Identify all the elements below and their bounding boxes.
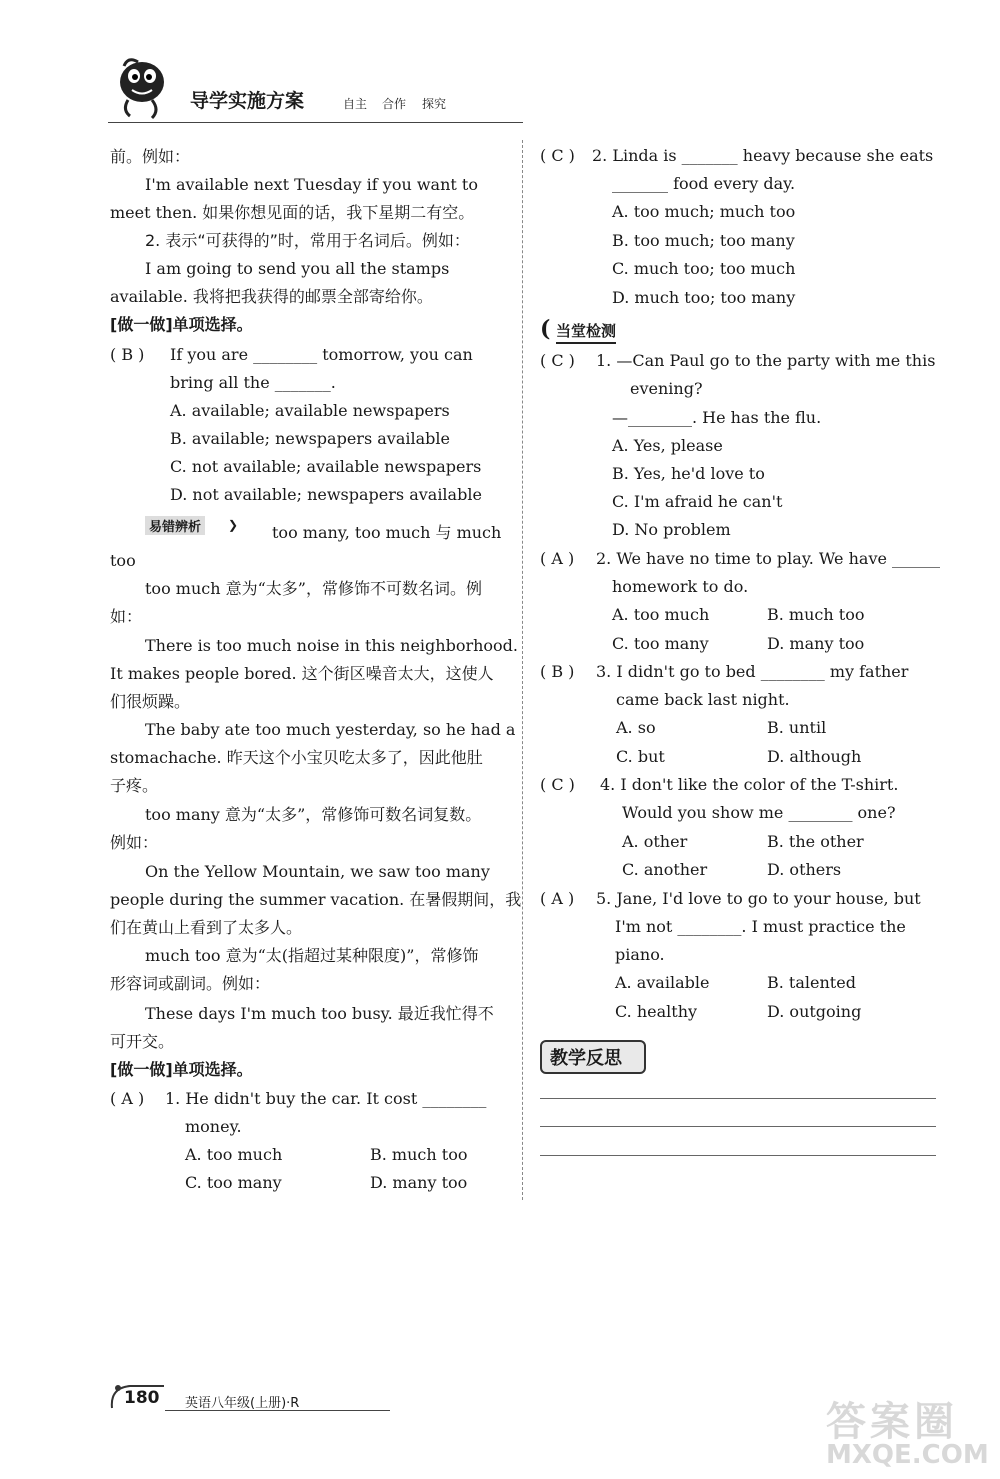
text-line: 形容词或副词。例如： [110, 974, 271, 993]
option-b: B. Yes, he'd love to [612, 464, 765, 483]
question-stem: 2. We have no time to play. We have ______ [596, 549, 941, 568]
option-d: D. much too; too many [612, 288, 796, 307]
text-line: These days I'm much too busy. 最近我忙得不 [145, 1004, 494, 1023]
option-d: D. although [767, 747, 862, 766]
text-line: 们在黄山上看到了太多人。 [110, 918, 303, 937]
answer-mark: ( C ) [540, 146, 575, 165]
section-title: 当堂检测 [556, 320, 616, 344]
text-line: On the Yellow Mountain, we saw too many [145, 862, 490, 881]
error-analysis-tag: 易错辨析 [145, 516, 205, 535]
option-c: C. too many [612, 634, 709, 653]
option-c: C. another [622, 860, 708, 879]
question-stem: came back last night. [616, 690, 790, 709]
mascot-icon [108, 52, 174, 122]
option-b: B. too much; too many [612, 231, 795, 250]
option-a: A. available [615, 973, 710, 992]
option-b: B. talented [767, 973, 856, 992]
header-sub-3: 探究 [422, 97, 447, 111]
watermark-logo-text: 答案圈 [826, 1399, 958, 1445]
option-d: D. not available; newspapers available [170, 485, 482, 504]
column-divider [522, 140, 523, 1200]
question-stem: 5. Jane, I'd love to go to your house, but [596, 889, 921, 908]
option-b: B. until [767, 718, 827, 737]
reflection-label: 教学反思 [550, 1048, 622, 1069]
option-c: C. but [616, 747, 665, 766]
option-d: D. many too [370, 1173, 468, 1192]
text-line: 子疼。 [110, 776, 159, 795]
question-stem: evening? [630, 379, 703, 398]
text-line: It makes people bored. 这个街区噪音太大，这使人 [110, 664, 494, 683]
answer-mark: ( A ) [540, 889, 575, 908]
option-a: A. available; available newspapers [170, 401, 450, 420]
answer-mark: ( B ) [110, 345, 145, 364]
text-line: 如： [110, 607, 143, 626]
answer-mark: ( A ) [110, 1089, 145, 1108]
option-a: A. so [616, 718, 656, 737]
text-line: too [110, 551, 136, 570]
text-line: people during the summer vacation. 在暑假期间，我 [110, 890, 522, 909]
text-line: too many 意为“太多”，常修饰可数名词复数。 [145, 805, 482, 824]
text-line: 前。例如： [110, 147, 191, 166]
answer-mark: ( C ) [540, 775, 575, 794]
chevron-down-icon: ❯ [228, 518, 239, 532]
question-stem: I'm not ________. I must practice the [615, 917, 906, 936]
text-line: 例如： [110, 833, 159, 852]
question-stem: 1. —Can Paul go to the party with me this [596, 351, 936, 370]
option-b: B. much too [767, 605, 865, 624]
text-line: available. 我将把我获得的邮票全部寄给你。 [110, 287, 433, 306]
option-d: D. others [767, 860, 842, 879]
watermark-url: MXQE.COM [826, 1440, 989, 1470]
option-d: D. No problem [612, 520, 731, 539]
header-rule [108, 122, 523, 123]
text-line: meet then. 如果你想见面的话，我下星期二有空。 [110, 203, 475, 222]
text-line: too much 意为“太多”，常修饰不可数名词。例 [145, 579, 482, 598]
option-a: A. other [622, 832, 688, 851]
option-c: C. not available; available newspapers [170, 457, 482, 476]
page-number: 180 [124, 1388, 160, 1408]
question-stem: 2. Linda is _______ heavy because she eats [592, 146, 934, 165]
question-stem: money. [185, 1117, 242, 1136]
exercise-heading: [做一做]单项选择。 [110, 315, 253, 334]
question-stem: 3. I didn't go to bed ________ my father [596, 662, 909, 681]
text-line: 可开交。 [110, 1032, 175, 1051]
question-stem: homework to do. [612, 577, 749, 596]
option-c: C. much too; too much [612, 259, 796, 278]
book-title: 英语八年级(上册)·R [185, 1396, 300, 1411]
text-line: I am going to send you all the stamps [145, 259, 450, 278]
option-d: D. many too [767, 634, 865, 653]
option-a: A. too much; much too [612, 202, 796, 221]
header-sub-2: 合作 [382, 97, 407, 111]
question-stem: piano. [615, 945, 665, 964]
option-d: D. outgoing [767, 1002, 862, 1021]
answer-mark: ( A ) [540, 549, 575, 568]
option-a: A. too much [612, 605, 710, 624]
question-stem: —________. He has the flu. [612, 408, 822, 427]
text-line: too many, too much 与 much [272, 523, 502, 542]
text-line: much too 意为“太(指超过某种限度)”，常修饰 [145, 946, 479, 965]
option-b: B. much too [370, 1145, 468, 1164]
header-title: 导学实施方案 [190, 90, 305, 112]
option-b: B. the other [767, 832, 864, 851]
text-line: stomachache. 昨天这个小宝贝吃太多了，因此他肚 [110, 748, 483, 767]
option-c: C. too many [185, 1173, 282, 1192]
answer-mark: ( C ) [540, 351, 575, 370]
writing-line [540, 1126, 936, 1127]
question-stem: 1. He didn't buy the car. It cost ________ [165, 1089, 487, 1108]
option-c: C. healthy [615, 1002, 698, 1021]
text-line: I'm available next Tuesday if you want to [145, 175, 478, 194]
text-line: 们很烦躁。 [110, 692, 191, 711]
writing-line [540, 1098, 936, 1099]
question-stem: Would you show me ________ one? [622, 803, 896, 822]
question-stem: bring all the _______. [170, 373, 336, 392]
question-stem: If you are ________ tomorrow, you can [170, 345, 473, 364]
answer-mark: ( B ) [540, 662, 575, 681]
option-b: B. available; newspapers available [170, 429, 450, 448]
bracket-icon: ( [540, 316, 551, 342]
text-line: 2. 表示“可获得的”时，常用于名词后。例如： [145, 231, 470, 250]
question-stem: 4. I don't like the color of the T-shirt. [600, 775, 899, 794]
header-sub-1: 自主 [343, 97, 368, 111]
option-a: A. Yes, please [612, 436, 723, 455]
question-stem: _______ food every day. [612, 174, 796, 193]
footer-rule [165, 1410, 390, 1411]
writing-line [540, 1155, 936, 1156]
text-line: The baby ate too much yesterday, so he had a [145, 720, 516, 739]
option-c: C. I'm afraid he can't [612, 492, 783, 511]
option-a: A. too much [185, 1145, 283, 1164]
exercise-heading: [做一做]单项选择。 [110, 1060, 253, 1079]
text-line: There is too much noise in this neighborhood. [145, 636, 519, 655]
